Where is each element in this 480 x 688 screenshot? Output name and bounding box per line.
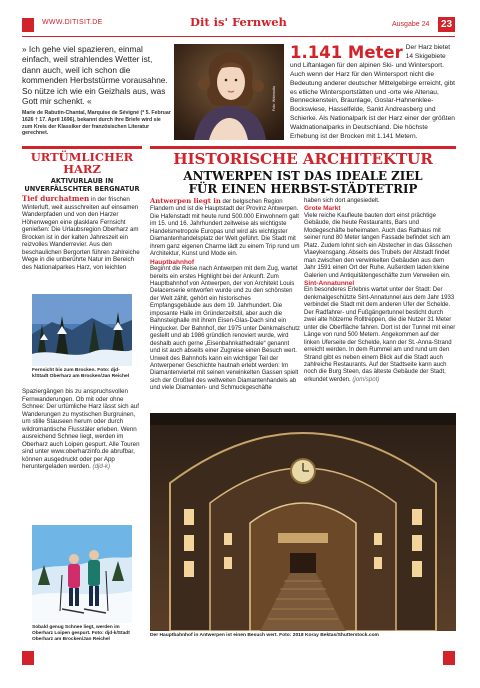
harz-article-body-2: [22, 388, 142, 471]
site-url[interactable]: WWW.DITISIT.DE: [42, 19, 103, 26]
antwerp-lead: Antwerpen liegt in: [150, 197, 221, 205]
antwerp-grote-markt-text: Viele reiche Kaufleute bauten dort einst prächtige Gebäude, die heute Restaurants, Bars und Modegeschäfte beheimaten. Auch das Rathaus mit seiner rund 80 Meter langen Fassade befindet sich am Platz. Zudem lohnt sich ein Abstecher in das Gässchen Vlaeykensgang. Abseits des Trubels der Altstadt findet man zwischen den verwinkelten Gebäuden aus dem Jahr 1591 einen Ort der Ruhe. Außerdem laden kleine Galerien und Antiquitätengeschäfte zum Verweilen ein.: [304, 212, 452, 279]
subhead-hauptbahnhof: Hauptbahnhof: [150, 258, 195, 266]
antwerp-tunnel-text: Ein besonderes Erlebnis wartet unter der Stadt: Der denkmalgeschützte Sint-Annatunnel aus dem Jahr 1933 verbindet die Stadt mit dem anderen Ufer der Schelde. Der Radfahrer- und Fußgängertunnel besticht durch zwei alte hölzerne Rolltreppen, die die Nutzer 31 Meter unter die Oberfläche fahren. Dort ist der Tunnel mit einer Länge von rund 500 Metern. Angekommen auf der linken Uferseite der Schelde, kann der St.-Anna-Strand erreicht werden. In dem Rummel am und rund um den Strand gibt es neben einem Blick auf die Stadt auch zahlreiche Restaurants. Auf der Stadtseite kann auch noch die Burg Steen, das älteste Gebäude der Stadt, erkundet werden.: [304, 287, 456, 383]
quote-block: [22, 44, 172, 140]
antwerp-article-subtitle: [150, 170, 456, 196]
antwerp-article-title: HISTORISCHE ARCHITEKTUR: [173, 150, 433, 168]
quote-source: Marie de Rabutin-Chantal, Marquise de Sévigné (* 5. Februar 1626 † 17. April 1696), bekannt durch ihre Briefe wird sie zum Kreis der Klassiker der französischen Literatur gerechnet.: [22, 110, 171, 137]
antwerp-photo-caption: Der Hauptbahnhof in Antwerpen ist einen Besuch wert. Foto: 2018 Koray Bektas/Shutterstock.com: [150, 633, 379, 638]
brocken-photo-caption: Fernsicht bis zum Brocken. Foto: djd-k/Stadt Oberharz am Brocken/Jan Reichel: [32, 368, 130, 379]
header-divider: [22, 36, 455, 37]
page-number: 23: [438, 17, 455, 32]
antwerp-subtitle-line-1: ANTWERPEN IST DAS IDEALE ZIEL: [183, 169, 423, 183]
antwerp-article-credit: (jom/spot): [352, 376, 380, 383]
section-title: Dit is' Fernweh: [190, 15, 287, 29]
harz-article-lead: Tief durchatmen: [22, 194, 90, 203]
quote-text: » Ich gehe viel spazieren, einmal einfach, weil strahlendes Wetter ist, dann auch, weil ich schon die kommenden Herbststürme vorausahne. So nütze ich wie ein Geizhals aus, was Gott mir schenkt. «: [22, 44, 168, 107]
antwerp-intro: der belgischen Region Flandern und ist die Hauptstadt der Provinz Antwerpen. Die Hafenstadt mit heute rund 500.000 Einwohnern galt im 15. und 16. Jahrhundert zeitweise als wichtigste Handelsmetropole Europas und wird als wichtigster Diamantenhandelsplatz der Welt geführt. Die Stadt mit ihrem ganz eigenen Charme lädt zu einem Trip rund um Architektur, Kunst und Mode ein.: [150, 199, 300, 258]
portrait-credit: Foto: Wikimedia: [272, 86, 276, 112]
header-marker: [22, 18, 34, 32]
harz-height-figure: 1.141 Meter: [290, 43, 403, 62]
harz-article-title: URTÜMLICHER HARZ: [30, 150, 134, 176]
skiers-photo: [32, 525, 132, 623]
antwerp-hauptbahnhof-text: Beginnt die Reise nach Antwerpen mit dem Zug, wartet bereits ein erstes Highlight bei der Ankunft. Zum Hauptbahnhof von Antwerpen, der von Architekt Louis Delacenserie entworfen wurde und zu den schönsten der Welt zählt, gehört ein historisches Empfangsgebäude aus dem 19. Jahrhundert. Die imposante Halle im Gründerzeitstil, aber auch die Bahnsteighalle mit ihrem Eisen-Glas-Dach sind ein Hingucker. Der Bahnhof, der 1975 unter Denkmalschutz gestellt und ab 1986 gründlich renoviert wurde, wird deshalb auch gerne „Eisenbahnkathedrale“ genannt und ist auch abseits einer Zugreise einen Besuch wert. Unweit des Bahnhofs kann ein wichtiger Teil der Antwerpener Geschichte hautnah erlebt werden: Im Diamantenviertel mit seinen verwinkelten Gassen spielt sich der Großteil des weltweiten Diamantenhandels ab und viele Diamanten- und Schmuckgeschäfte: [150, 266, 300, 392]
harz-fact-box: [290, 44, 456, 140]
subhead-grote-markt: Grote Markt: [304, 205, 341, 213]
main-article-rule: [150, 146, 456, 149]
antwerp-continuation: haben sich dort angesiedelt.: [304, 198, 380, 204]
harz-fact-text: Der Harz bietet 14 Skigebiete und Liftanlagen für den alpinen Ski- und Wintersport. Auch wenn der Harz für den Wintersport nicht die Bedeutung anderer deutscher Mittelgebirge erreicht, gibt es etliche Wintersportstätten und -orte wie Altenau, Benneckenstein, Braunlage, Goslar-Hahnenklee-Bockswiese, Hasselfelde, Sankt Andreasberg und Schierke. Als Nationalpark ist der Harz einer der größten Waldnationalparks in Deutschland. Die höchste Erhebung ist der Brocken mit 1.141 Metern.: [290, 44, 455, 141]
harz-article-body-2-text: Spaziergängen bis zu anspruchsvollen Fernwanderungen. Ob mit oder ohne Schnee: Der urtümliche Harz lässt sich auf Wanderungen zu mystischen Burgruinen, um stille Stauseen herum oder durch wildromantische Flusstäler erleben. Wenn ausreichend Schnee liegt, werden im Oberharz auch Loipen gespurt. Alle Touren sind unter www.oberharzinfo.de abrufbar, können ausgedruckt oder per App heruntergeladen werden.: [22, 388, 140, 471]
footer-marker-right: [443, 651, 455, 665]
skiers-photo-caption: Sobald genug Schnee liegt, werden im Oberharz Loipen gespurt. Foto: djd-k/Stadt Oberharz am Brocken/Jan Reichel: [32, 625, 130, 642]
harz-article-subtitle: AKTIVURLAUB IN UNVERFÄLSCHTER BERGNATUR: [24, 177, 140, 193]
portrait-image: [174, 44, 284, 140]
antwerp-column-2: [304, 198, 456, 384]
antwerp-subtitle-line-2: FÜR EINEN HERBST-STÄDTETRIP: [188, 182, 418, 196]
harz-article-text: [22, 195, 142, 271]
left-column-rule: [22, 146, 142, 149]
antwerp-station-photo: [150, 413, 456, 631]
footer-marker-left: [22, 651, 34, 665]
harz-article-body-1: in der frischen Winterluft, weit ausschreiten auf einsamen Wanderpfaden und von den Harzer Höhenwegen eine glasklare Fernsicht genießen: Die Urlaubsregion Oberharz am Brocken ist in der kalten Jahreszeit ein reizvolles Wanderrevier. Aus den beschaulichen Bergorten führen zahlreiche Wege in die unberührte Natur im Bereich des Nationalparkes Harz, von leichten: [22, 196, 140, 271]
antwerp-column-1: [150, 198, 300, 393]
issue-label: Ausgabe 24: [392, 21, 430, 28]
brocken-forest-photo: [32, 294, 132, 366]
harz-article-credit: (djd-k): [92, 463, 111, 471]
subhead-sint-annatunnel: Sint-Annatunnel: [304, 279, 355, 287]
